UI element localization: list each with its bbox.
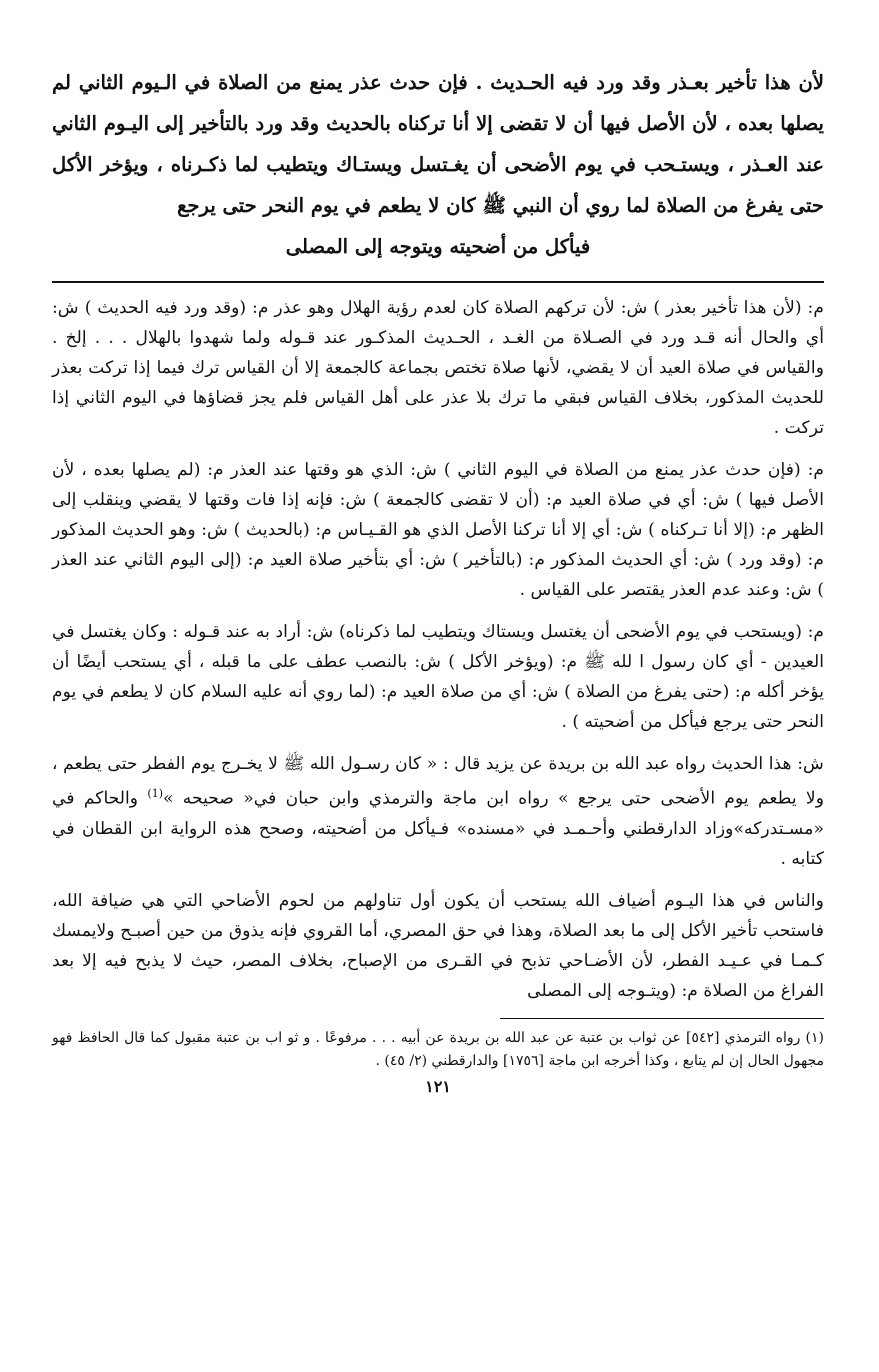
sharh-paragraph-1: م: (لأن هذا تأخير بعذر ) ش: لأن تركهم الصلاة كان لعدم رؤية الهلال وهو عذر م: (وقد ورد فيه الحديث ) ش: أي والحال أنه قـد ورد في الصـلاة من الغـد ، الحـديث المذكـور عند قـوله ولما شهدوا بالهلال . . . إلخ . والقياس في صلاة العيد أن لا يقضي، لأنها صلاة تختص بجماعة كالجمعة إلا أن القياس ترك فيما إذا تركت بعذر للحديث المذكور، بخلاف القياس فبقي ما ترك بلا عذر على أهل القياس فلم يجز قضاؤها في اليوم الثاني إذا تركت . — [52, 298, 824, 438]
sharh-paragraph-5: والناس في هذا اليـوم أضياف الله يستحب أن يكون أول تناولهم من لحوم الأضاحي التي هي ضيافة الله، فاستحب تأخير الأكل إلى ما بعد الصلاة، وهذا في حق المصري، أما القروي فإنه يذوق من حين أصبـح ولايمسك كـمـا في عـيـد الفطر، لأن الأضـاحي تذبح في القـرى من الإصباح، بخلاف المصر، حيث لا يذبح فيه إلا بعد الفراغ من الصلاة م: (ويتـوجه إلى المصلى — [52, 890, 824, 1001]
matn-line: يصلها بعده ، لأن الأصل فيها أن لا تقضى إلا أنا تركناه بالحديث وقد ورد بالتأخير إلى — [156, 112, 824, 135]
matn-line: لأن هذا تأخير بعـذر وقد ورد فيه الحـديث . فإن حدث عذر يمنع من الصلاة في الـيوم الثاني لم — [52, 71, 824, 94]
matn-text — [52, 62, 824, 267]
sharh-paragraph-4 — [52, 749, 824, 874]
footnote-ref[interactable]: (1) — [147, 787, 163, 800]
sharh-paragraph-2: م: (فإن حدث عذر يمنع من الصلاة في اليوم الثاني ) ش: الذي هو وقتها عند العذر م: (لم يصلها بعده ، لأن الأصل فيها ) ش: أي في صلاة العيد م: (أن لا تقضى كالجمعة ) ش: فإنه إذا فات وقتها لا يقضي وينقلب إلى الظهر م: (إلا أنا تـركناه ) ش: أي إلا أنا تركنا الأصل الذي هو القـيـاس م: (بالحديث ) ش: وهو الحديث المذكور م: (وقد ورد ) ش: أي الحديث المذكور م: (بالتأخير ) ش: أي بتأخير صلاة العيد م: (إلى اليوم الثاني عند العذر ) ش: وعند عدم العذر يقتصر على القياس . — [52, 460, 824, 600]
book-page — [52, 62, 824, 1096]
matn-line: فيأكل من أضحيته ويتوجه إلى المصلى — [285, 235, 591, 258]
section-divider — [52, 281, 824, 283]
footnote-divider — [500, 1018, 824, 1019]
sharh-paragraph-3: م: (ويستحب في يوم الأضحى أن يغتسل ويستاك ويتطيب لما ذكرناه) ش: أراد به عند قـوله : وكان يغتسل في العيدين - أي كان رسول ا لله ﷺ م: (ويؤخر الأكل ) ش: بالنصب عطف على ما قبله ، أي يستحب أيضًا أن يؤخر أكله م: (حتى يفرغ من الصلاة ) ش: أي من صلاة العيد م: (لما روي أنه عليه السلام كان لا يطعم في يوم النحر حتى يرجع فيأكل من أضحيته ) . — [52, 622, 824, 732]
matn-line: ويؤخر الأكل حتى يفرغ من الصلاة لما روي أن النبي ﷺ كان لا يطعم في يوم النحر حتى يرجع — [52, 153, 824, 217]
hadith-text: ش: هذا الحديث رواه عبد الله بن بريدة عن يزيد قال : « كان رسـول الله ﷺ لا يخـرج يوم الفطر حتى يطعم ، ولا يطعم يوم الأضحى حتى يرجع » رواه ابن ماجة والترمذي وابن حبان في« صحيحه » — [52, 754, 824, 809]
page-number: ١٢١ — [425, 1076, 451, 1096]
hadith-text-cont: والحاكم في «مسـتدركه»وزاد الدارقطني وأحـمـد في «مسنده» فـيأكل من أضحيته، وصحح هذه الرواية ابن القطان في كتابه . — [52, 788, 824, 869]
footnote: (١) رواه الترمذي [٥٤٢] عن ثواب بن عتبة عن عبد الله بن بريدة عن أبيه . . . مرفوعًا . و ثو اب بن عتبة مقبول كما قال الحافظ فهو مجهول الحال إن لم يتابع ، وكذا أخرجه ابن ماجة [١٧٥٦] والدارقطني (٢/ ٤٥) . — [52, 1029, 825, 1069]
matn-line: اليـوم الثاني عند العـذر ، ويستـحب في يوم الأضحى أن يغـتسل ويستـاك ويتطيب لما ذكـرناه ، — [52, 112, 824, 176]
